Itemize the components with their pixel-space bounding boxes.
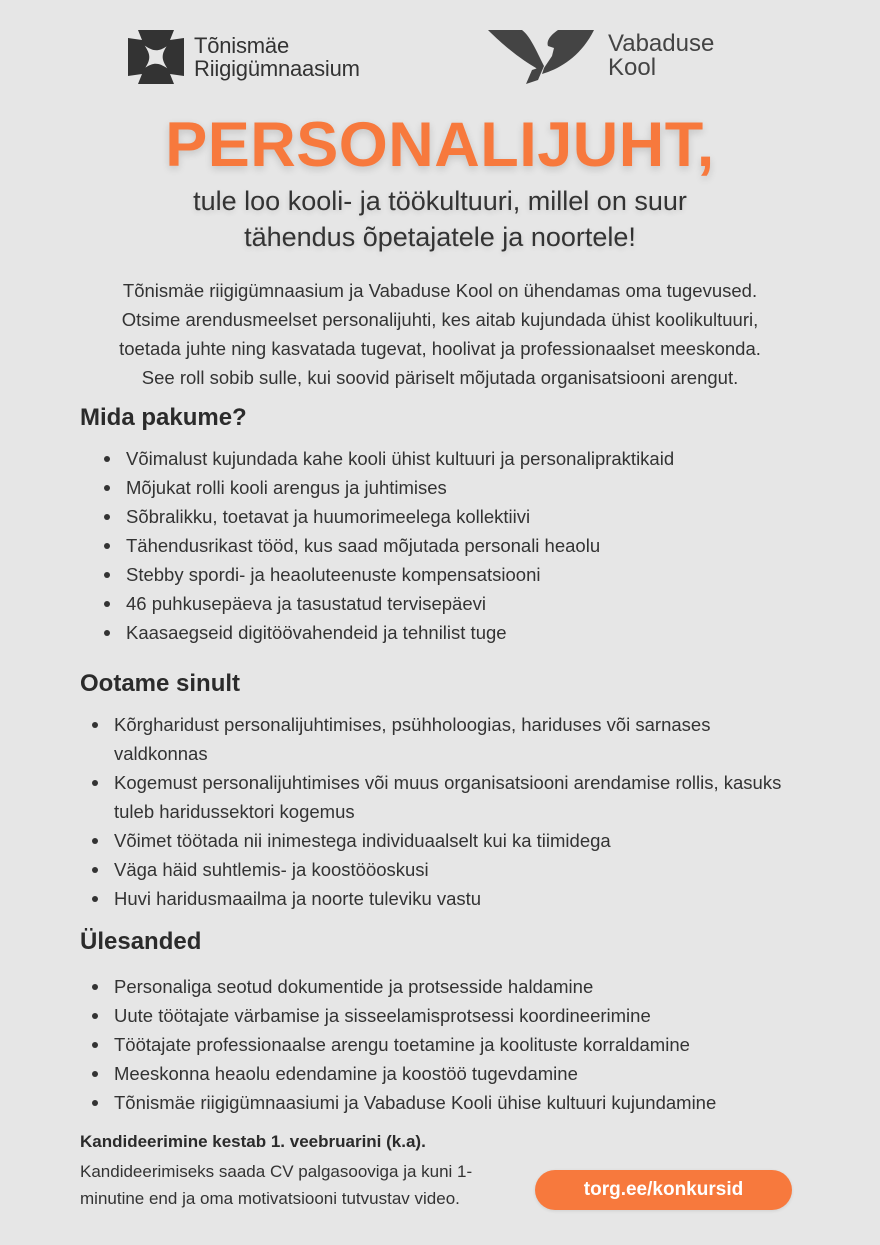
tonismae-logo bbox=[126, 28, 360, 86]
vabaduse-kool-logo bbox=[486, 26, 714, 86]
offer-list bbox=[104, 444, 784, 647]
section-heading-offer: Mida pakume? bbox=[80, 404, 247, 431]
list-item: Sõbralikku, toetavat ja huumorimeelega kollektiivi bbox=[104, 502, 784, 531]
subtitle: tule loo kooli- ja töökultuuri, millel on suur tähendus õpetajatele ja noortele! bbox=[193, 186, 687, 252]
list-item: Stebby spordi- ja heaoluteenuste kompensatsiooni bbox=[104, 560, 784, 589]
list-item: Kõrgharidust personalijuhtimises, psühholoogias, hariduses või sarnases valdkonnas bbox=[92, 710, 792, 768]
list-item: Personaliga seotud dokumentide ja protsesside haldamine bbox=[92, 972, 812, 1001]
requirements-list bbox=[92, 710, 792, 913]
apply-link-button[interactable]: torg.ee/konkursid bbox=[535, 1170, 792, 1210]
list-item: Huvi haridusmaailma ja noorte tuleviku vastu bbox=[92, 884, 792, 913]
list-item: Uute töötajate värbamise ja sisseelamisprotsessi koordineerimine bbox=[92, 1001, 812, 1030]
list-item: Töötajate professionaalse arengu toetamine ja koolituste korraldamine bbox=[92, 1030, 812, 1059]
deadline-text: Kandideerimine kestab 1. veebruarini (k.a). bbox=[80, 1132, 426, 1151]
list-item: Võimet töötada nii inimestega individuaalselt kui ka tiimidega bbox=[92, 826, 792, 855]
list-item: 46 puhkusepäeva ja tasustatud tervisepäevi bbox=[104, 589, 784, 618]
list-item: Kaasaegseid digitöövahendeid ja tehnilist tuge bbox=[104, 618, 784, 647]
list-item: Mõjukat rolli kooli arengus ja juhtimises bbox=[104, 473, 784, 502]
page-title: PERSONALIJUHT, bbox=[165, 110, 715, 180]
vabaduse-kool-logo-text: Vabaduse Kool bbox=[608, 30, 715, 81]
bird-wings-logo-icon bbox=[486, 26, 596, 86]
cross-star-logo-icon bbox=[126, 28, 186, 86]
tasks-list bbox=[92, 972, 812, 1117]
list-item: Tõnismäe riigigümnaasiumi ja Vabaduse Kooli ühise kultuuri kujundamine bbox=[92, 1088, 812, 1117]
list-item: Võimalust kujundada kahe kooli ühist kultuuri ja personalipraktikaid bbox=[104, 444, 784, 473]
section-heading-tasks: Ülesanded bbox=[80, 928, 202, 955]
list-item: Kogemust personalijuhtimises või muus organisatsiooni arendamise rollis, kasuks tuleb haridussektori kogemus bbox=[92, 768, 792, 826]
logo-bar bbox=[0, 26, 880, 90]
list-item: Meeskonna heaolu edendamine ja koostöö tugevdamine bbox=[92, 1059, 812, 1088]
list-item: Väga häid suhtlemis- ja koostööoskusi bbox=[92, 855, 792, 884]
intro-paragraph: Tõnismäe riigigümnaasium ja Vabaduse Kool on ühendamas oma tugevused. Otsime arendusmeelset personalijuhti, kes aitab kujundada ühist koolikultuuri, toetada juhte ning kasvatada tugevat, hoolivat ja professionaalset meeskonda. See roll sobib sulle, kui soovid päriselt mõjutada organisatsiooni arengut. bbox=[119, 280, 761, 388]
tonismae-logo-text: Tõnismäe Riigigümnaasium bbox=[194, 33, 360, 81]
list-item: Tähendusrikast tööd, kus saad mõjutada personali heaolu bbox=[104, 531, 784, 560]
application-instructions: Kandideerimiseks saada CV palgasooviga ja kuni 1-minutine end ja oma motivatsiooni tutvustav video. bbox=[80, 1162, 473, 1208]
section-heading-requirements: Ootame sinult bbox=[80, 670, 241, 697]
